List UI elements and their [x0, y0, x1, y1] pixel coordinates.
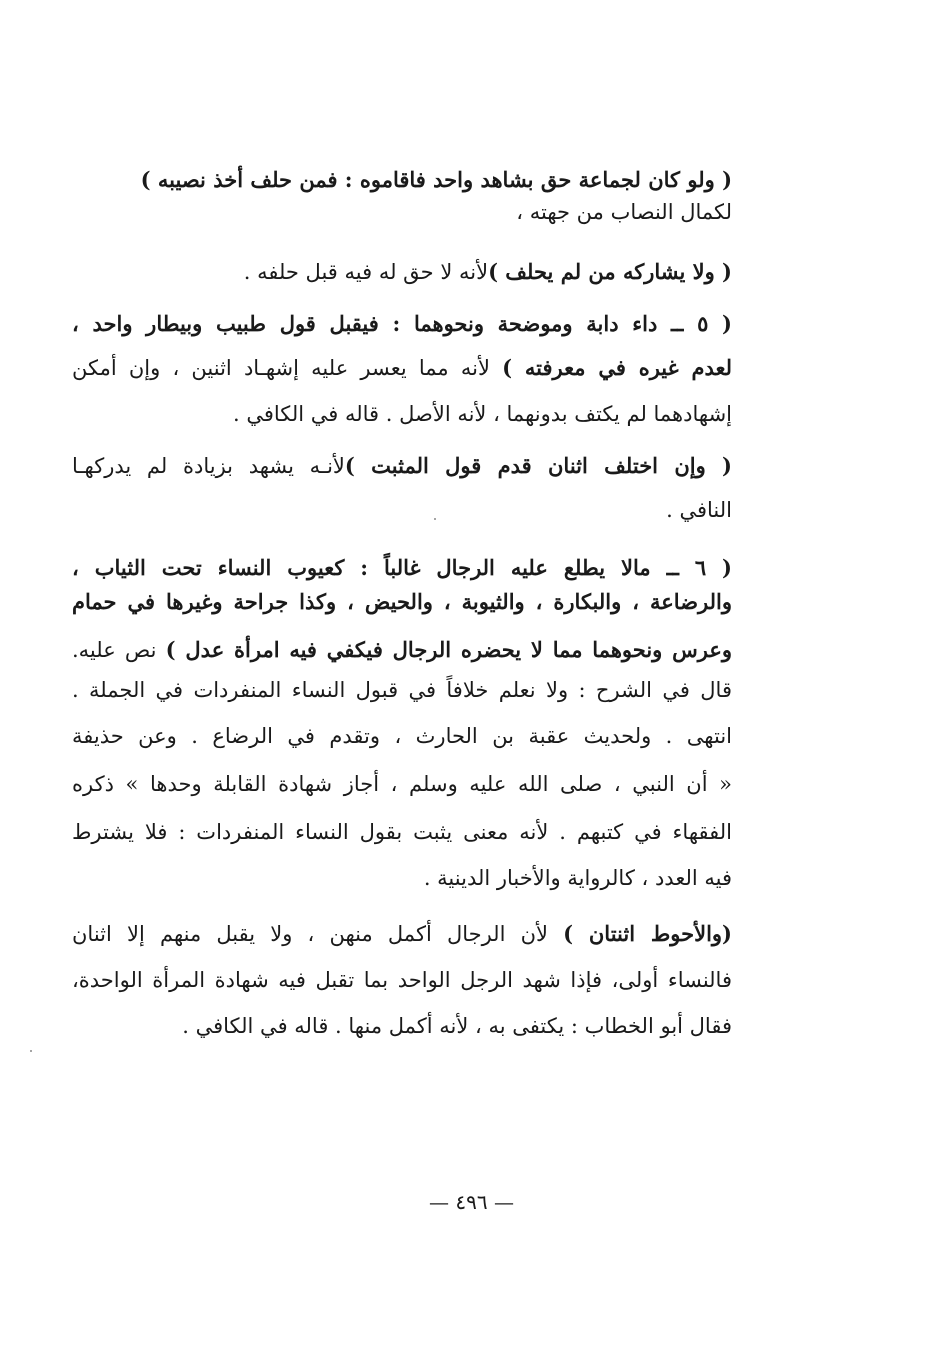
- body-text: فقال أبو الخطاب : يكتفى به ، لأنه أكمل منها . قاله في الكافي .: [182, 1014, 732, 1038]
- body-text: فيه العدد ، كالرواية والأخبار الدينية .: [423, 866, 732, 890]
- text-line: [72, 392, 732, 436]
- body-text: انتهى . ولحديث عقبة بن الحارث ، وتقدم في الرضاع . وعن حذيفة: [72, 724, 732, 748]
- text-line: [72, 762, 732, 806]
- text-line: [72, 190, 732, 234]
- body-text: لأن الرجال أكمل منهن ، ولا يقبل منهم إلا اثنان: [72, 922, 564, 946]
- text-line: [72, 628, 732, 672]
- text-line: [72, 714, 732, 758]
- body-text: لأنـه يشهد بزيادة لم يدركهـا: [72, 454, 345, 478]
- body-text: لأنه مما يعسر عليه إشهـاد اثنين ، وإن أمكن: [72, 356, 503, 380]
- text-line: [72, 810, 732, 854]
- bold-text: وعرس ونحوهما مما لا يحضره الرجال فيكفي فيه امرأة عدل ): [165, 637, 732, 662]
- bold-text: والرضاعة ، والبكارة ، والثيوبة ، والحيض ، وكذا جراحة وغيرها في حمام: [72, 589, 732, 614]
- text-line: [72, 444, 732, 488]
- bold-text: ( ولو كان لجماعة حق بشاهد واحد فاقاموه : فمن حلف أخذ نصيبه ): [140, 167, 732, 192]
- page-number: — ٤٩٦ —: [429, 1190, 514, 1214]
- text-line: [72, 302, 732, 346]
- body-text: لأنه لا حق له فيه قبل حلفه .: [243, 260, 489, 284]
- page-body: [72, 0, 732, 1359]
- body-text: لكمال النصاب من جهته ،: [516, 200, 732, 224]
- text-line: [72, 668, 732, 712]
- text-line: [72, 488, 732, 532]
- body-text: فالنساء أولى، فإذا شهد الرجل الواحد بما تقبل فيه شهادة المرأة الواحدة،: [72, 968, 732, 992]
- text-line: [72, 346, 732, 390]
- bold-text: ( ٦ ــ مالا يطلع عليه الرجال غالباً : كعيوب النساء تحت الثياب ،: [72, 555, 732, 580]
- bold-text: (والأحوط اثنتان ): [563, 921, 732, 946]
- text-line: [72, 580, 732, 624]
- body-text: نص عليه.: [72, 638, 166, 662]
- body-text: النافي .: [666, 498, 732, 522]
- body-text: « أن النبي ، صلى الله عليه وسلم ، أجاز شهادة القابلة وحدها » ذكره: [72, 772, 732, 796]
- body-text: قال في الشرح : ولا نعلم خلافاً في قبول النساء المنفردات في الجملة .: [72, 678, 732, 702]
- body-text: الفقهاء في كتبهم . لأنه معنى يثبت بقول النساء المنفردات : فلا يشترط: [72, 820, 732, 844]
- bold-text: لعدم غيره في معرفته ): [502, 355, 732, 380]
- scan-speck: [30, 1050, 32, 1052]
- text-line: [72, 912, 732, 956]
- bold-text: ( ٥ ــ داء دابة وموضحة ونحوهما : فيقبل قول طبيب وبيطار واحد ،: [72, 311, 732, 336]
- text-line: [72, 958, 732, 1002]
- text-line: [72, 856, 732, 900]
- text-line: [72, 1004, 732, 1048]
- text-line: [72, 250, 732, 294]
- body-text: إشهادهما لم يكتف بدونهما ، لأنه الأصل . قاله في الكافي .: [232, 402, 732, 426]
- bold-text: ( ولا يشاركه من لم يحلف ): [488, 259, 732, 284]
- bold-text: ( وإن اختلف اثنان قدم قول المثبت ): [344, 453, 732, 478]
